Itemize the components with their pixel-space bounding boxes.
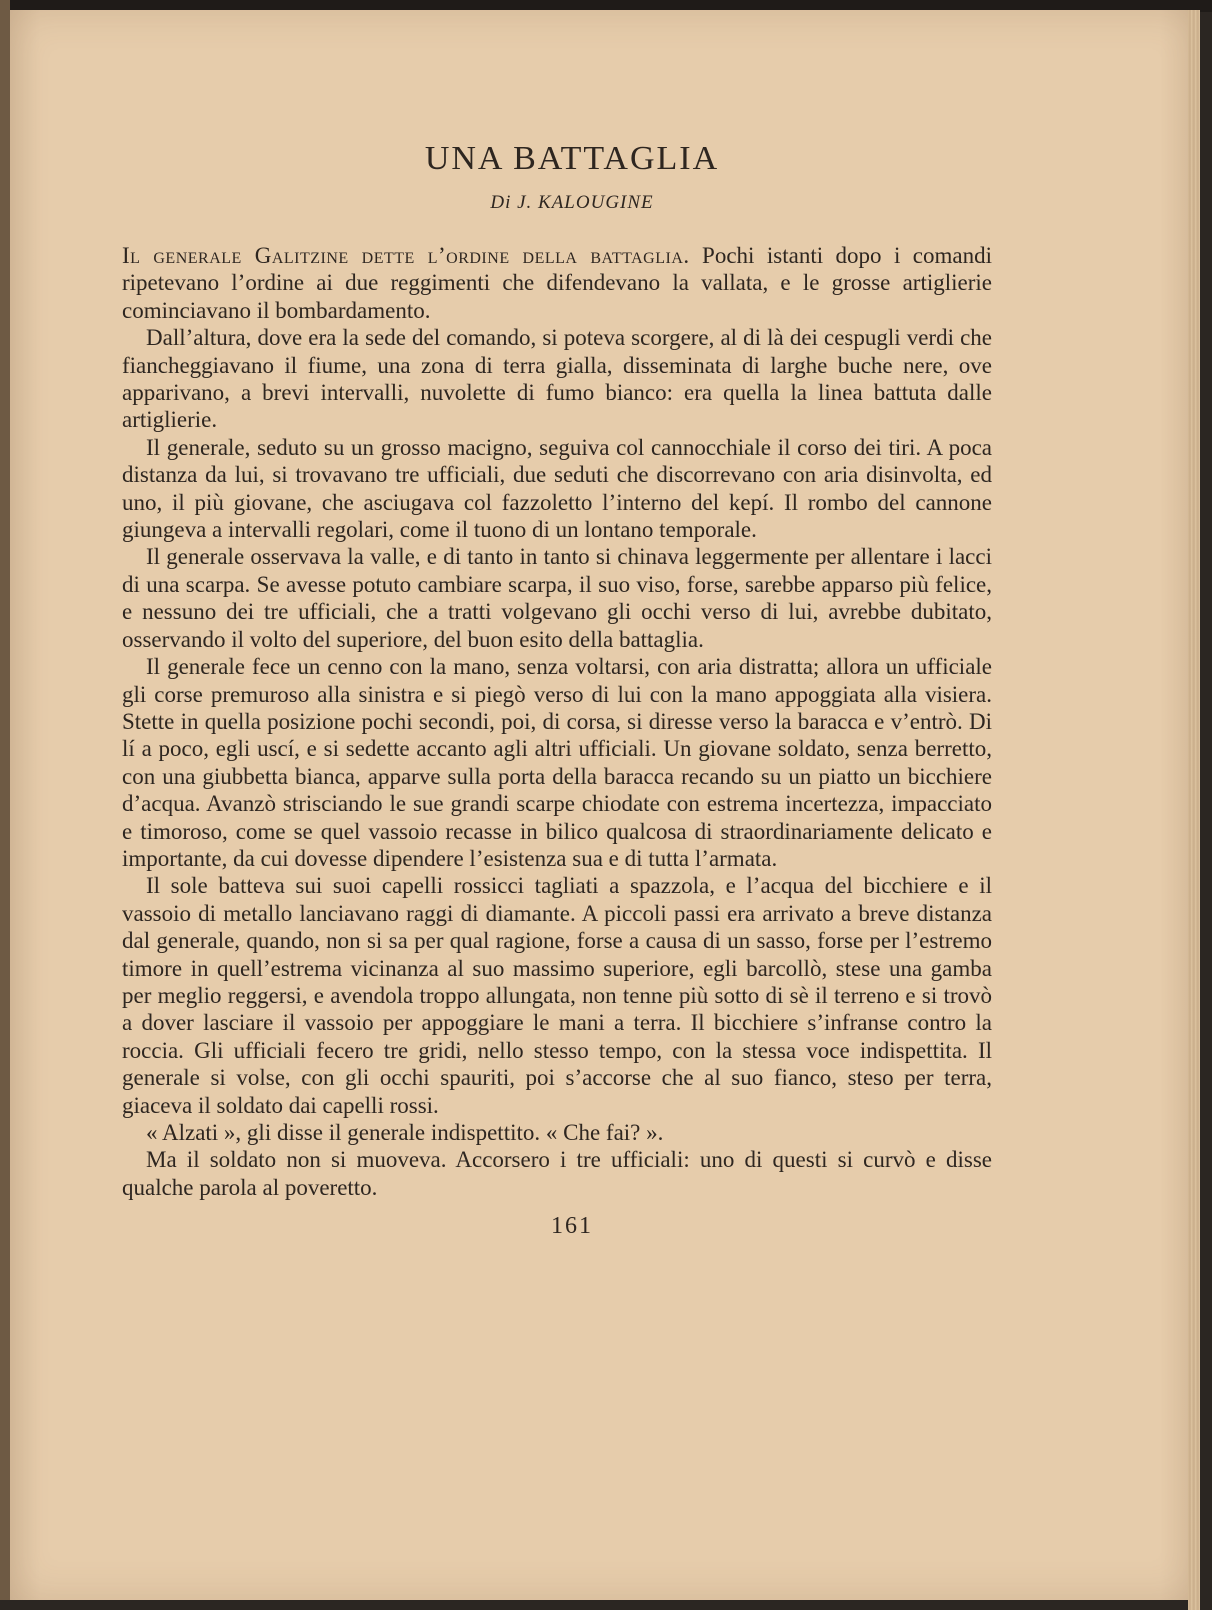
paragraph-4: Il generale osservava la valle, e di tanto in tanto si chinava leggermente per allentare i lacci di una scarpa. Se avesse potuto cambiare scarpa, il suo viso, forse, sarebbe apparso più felice, e nessuno dei tre ufficiali, che a tratti volgevano gli occhi verso di lui, avrebbe dubitato, osservando il volto del superiore, del buon esito della battaglia. [122,544,992,652]
paragraph-5: Il generale fece un cenno con la mano, senza voltarsi, con aria distratta; allora un ufficiale gli corse premuroso alla sinistra e si piegò verso di lui con la mano appoggiata alla visiera. Stette in quella posizione pochi secondi, poi, di corsa, si diresse verso la baracca e v’entrò. Di lí a poco, egli uscí, e si sedette accanto agli altri ufficiali. Un giovane soldato, senza berretto, con una giubbetta bianca, apparve sulla porta della baracca recando su un piatto un bicchiere d’acqua. Avanzò strisciando le sue grandi scarpe chiodate con estrema incertezza, impacciato e timoroso, come se quel vassoio recasse in bilico qualcosa di straordinariamente delicato e importante, da cui dovesse dipendere l’esistenza sua e di tutta l’armata. [122,654,992,871]
article-title: UNA BATTAGLIA [424,140,720,177]
opening-smallcaps: Il generale Galitzine dette l’ordine della battaglia. [122,243,690,268]
page-edges [1188,10,1200,1610]
article [122,120,992,1240]
article-byline: Di J. KALOUGINE [490,192,654,213]
article-body [122,242,992,1201]
paragraph-6: Il sole batteva sui suoi capelli rossicci tagliati a spazzola, e l’acqua del bicchiere e il vassoio di metallo lanciavano raggi di diamante. A piccoli passi era arrivato a breve distanza dal generale, quando, non si sa per qual ragione, forse a causa di un sasso, forse per l’estremo timore in quell’estrema vicinanza al suo massimo superiore, egli barcollò, stese una gamba per meglio reggersi, e avendola troppo allungata, non tenne più sotto di sè il terreno e si trovò a dover lasciare il vassoio per appoggiare le mani a terra. Il bicchiere s’infranse contro la roccia. Gli ufficiali fecero tre gridi, nello stesso tempo, con la stessa voce indispettita. Il generale si volse, con gli occhi spauriti, poi s’accorse che al suo fianco, steso per terra, giaceva il soldato dai capelli rossi. [122,873,992,1118]
paragraph-3: Il generale, seduto su un grosso macigno, seguiva col cannocchiale il corso dei tiri. A poca distanza da lui, si trovavano tre ufficiali, due seduti che discorrevano con aria disinvolta, ed uno, il più giovane, che asciugava col fazzoletto l’interno del kepí. Il rombo del cannone giungeva a intervalli regolari, come il tuono di un lontano temporale. [122,434,992,543]
paragraph-8: Ma il soldato non si muoveva. Accorsero i tre ufficiali: uno di questi si curvò e disse qualche parola al poveretto. [122,1147,992,1200]
paragraph-7: « Alzati », gli disse il generale indispettito. « Che fai? ». [146,1120,664,1145]
paragraph-1-text: Pochi istanti dopo i comandi ripetevano l’ordine ai due reggimenti che difendevano la vallata, e le grosse artiglierie cominciavano il bombardamento. [122,243,992,323]
page-number: 161 [551,1213,593,1240]
paragraph-1 [122,242,992,324]
paragraph-2: Dall’altura, dove era la sede del comando, si poteva scorgere, al di là dei cespugli verdi che fiancheggiavano il fiume, una zona di terra gialla, disseminata di larghe buche nere, ove apparivano, a brevi intervalli, nuvolette di fumo bianco: era quella la linea battuta dalle artiglierie. [122,325,992,433]
book-binding [0,0,10,1600]
